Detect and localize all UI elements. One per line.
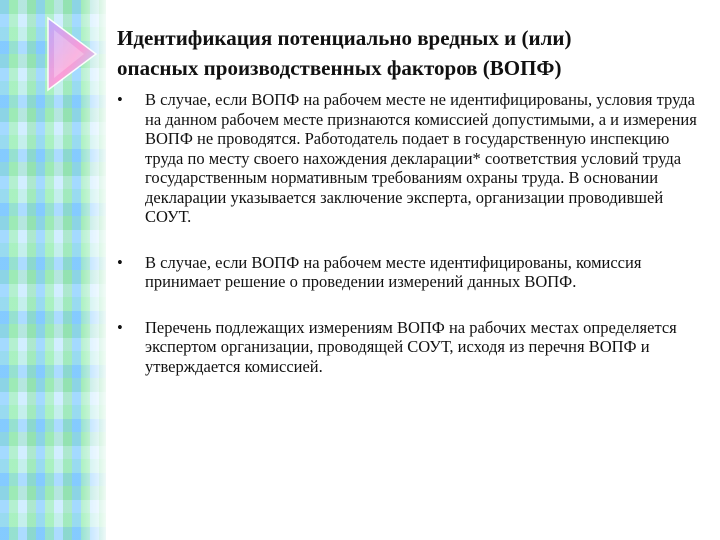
bullet-marker: •	[117, 90, 123, 109]
bullet-text-1: В случае, если ВОПФ на рабочем месте не идентифицированы, условия труда на данном рабочем месте признаются комиссией допустимыми, а и измерения ВОПФ не проводятся. Работодатель подает в государственную инспекцию труда по месту своего нахождения декларации* соответствия условий труда государственным нормативным требованиям охраны труда. В основании декларации указывается заключение эксперта, организации проводившей СОУТ.	[145, 90, 697, 226]
bullet-text-3: Перечень подлежащих измерениям ВОПФ на рабочих местах определяется экспертом организации, проводящей СОУТ, исходя из перечня ВОПФ и утверждается комиссией.	[145, 317, 677, 376]
slide-title	[117, 23, 697, 83]
bullet-item-3	[117, 318, 697, 377]
bullet-item-2	[117, 253, 697, 292]
bullet-marker: •	[117, 317, 123, 337]
bullet-marker: •	[117, 252, 123, 272]
bullet-list	[117, 90, 697, 376]
bullet-item-1	[117, 90, 697, 227]
slide-title-line-2: опасных производственных факторов (ВОПФ)	[117, 56, 562, 80]
play-arrow-icon	[44, 14, 100, 94]
slide-title-line-1: Идентификация потенциально вредных и (или)	[117, 26, 572, 50]
bullet-text-2: В случае, если ВОПФ на рабочем месте идентифицированы, комиссия принимает решение о проведении измерений данных ВОПФ.	[145, 252, 642, 291]
